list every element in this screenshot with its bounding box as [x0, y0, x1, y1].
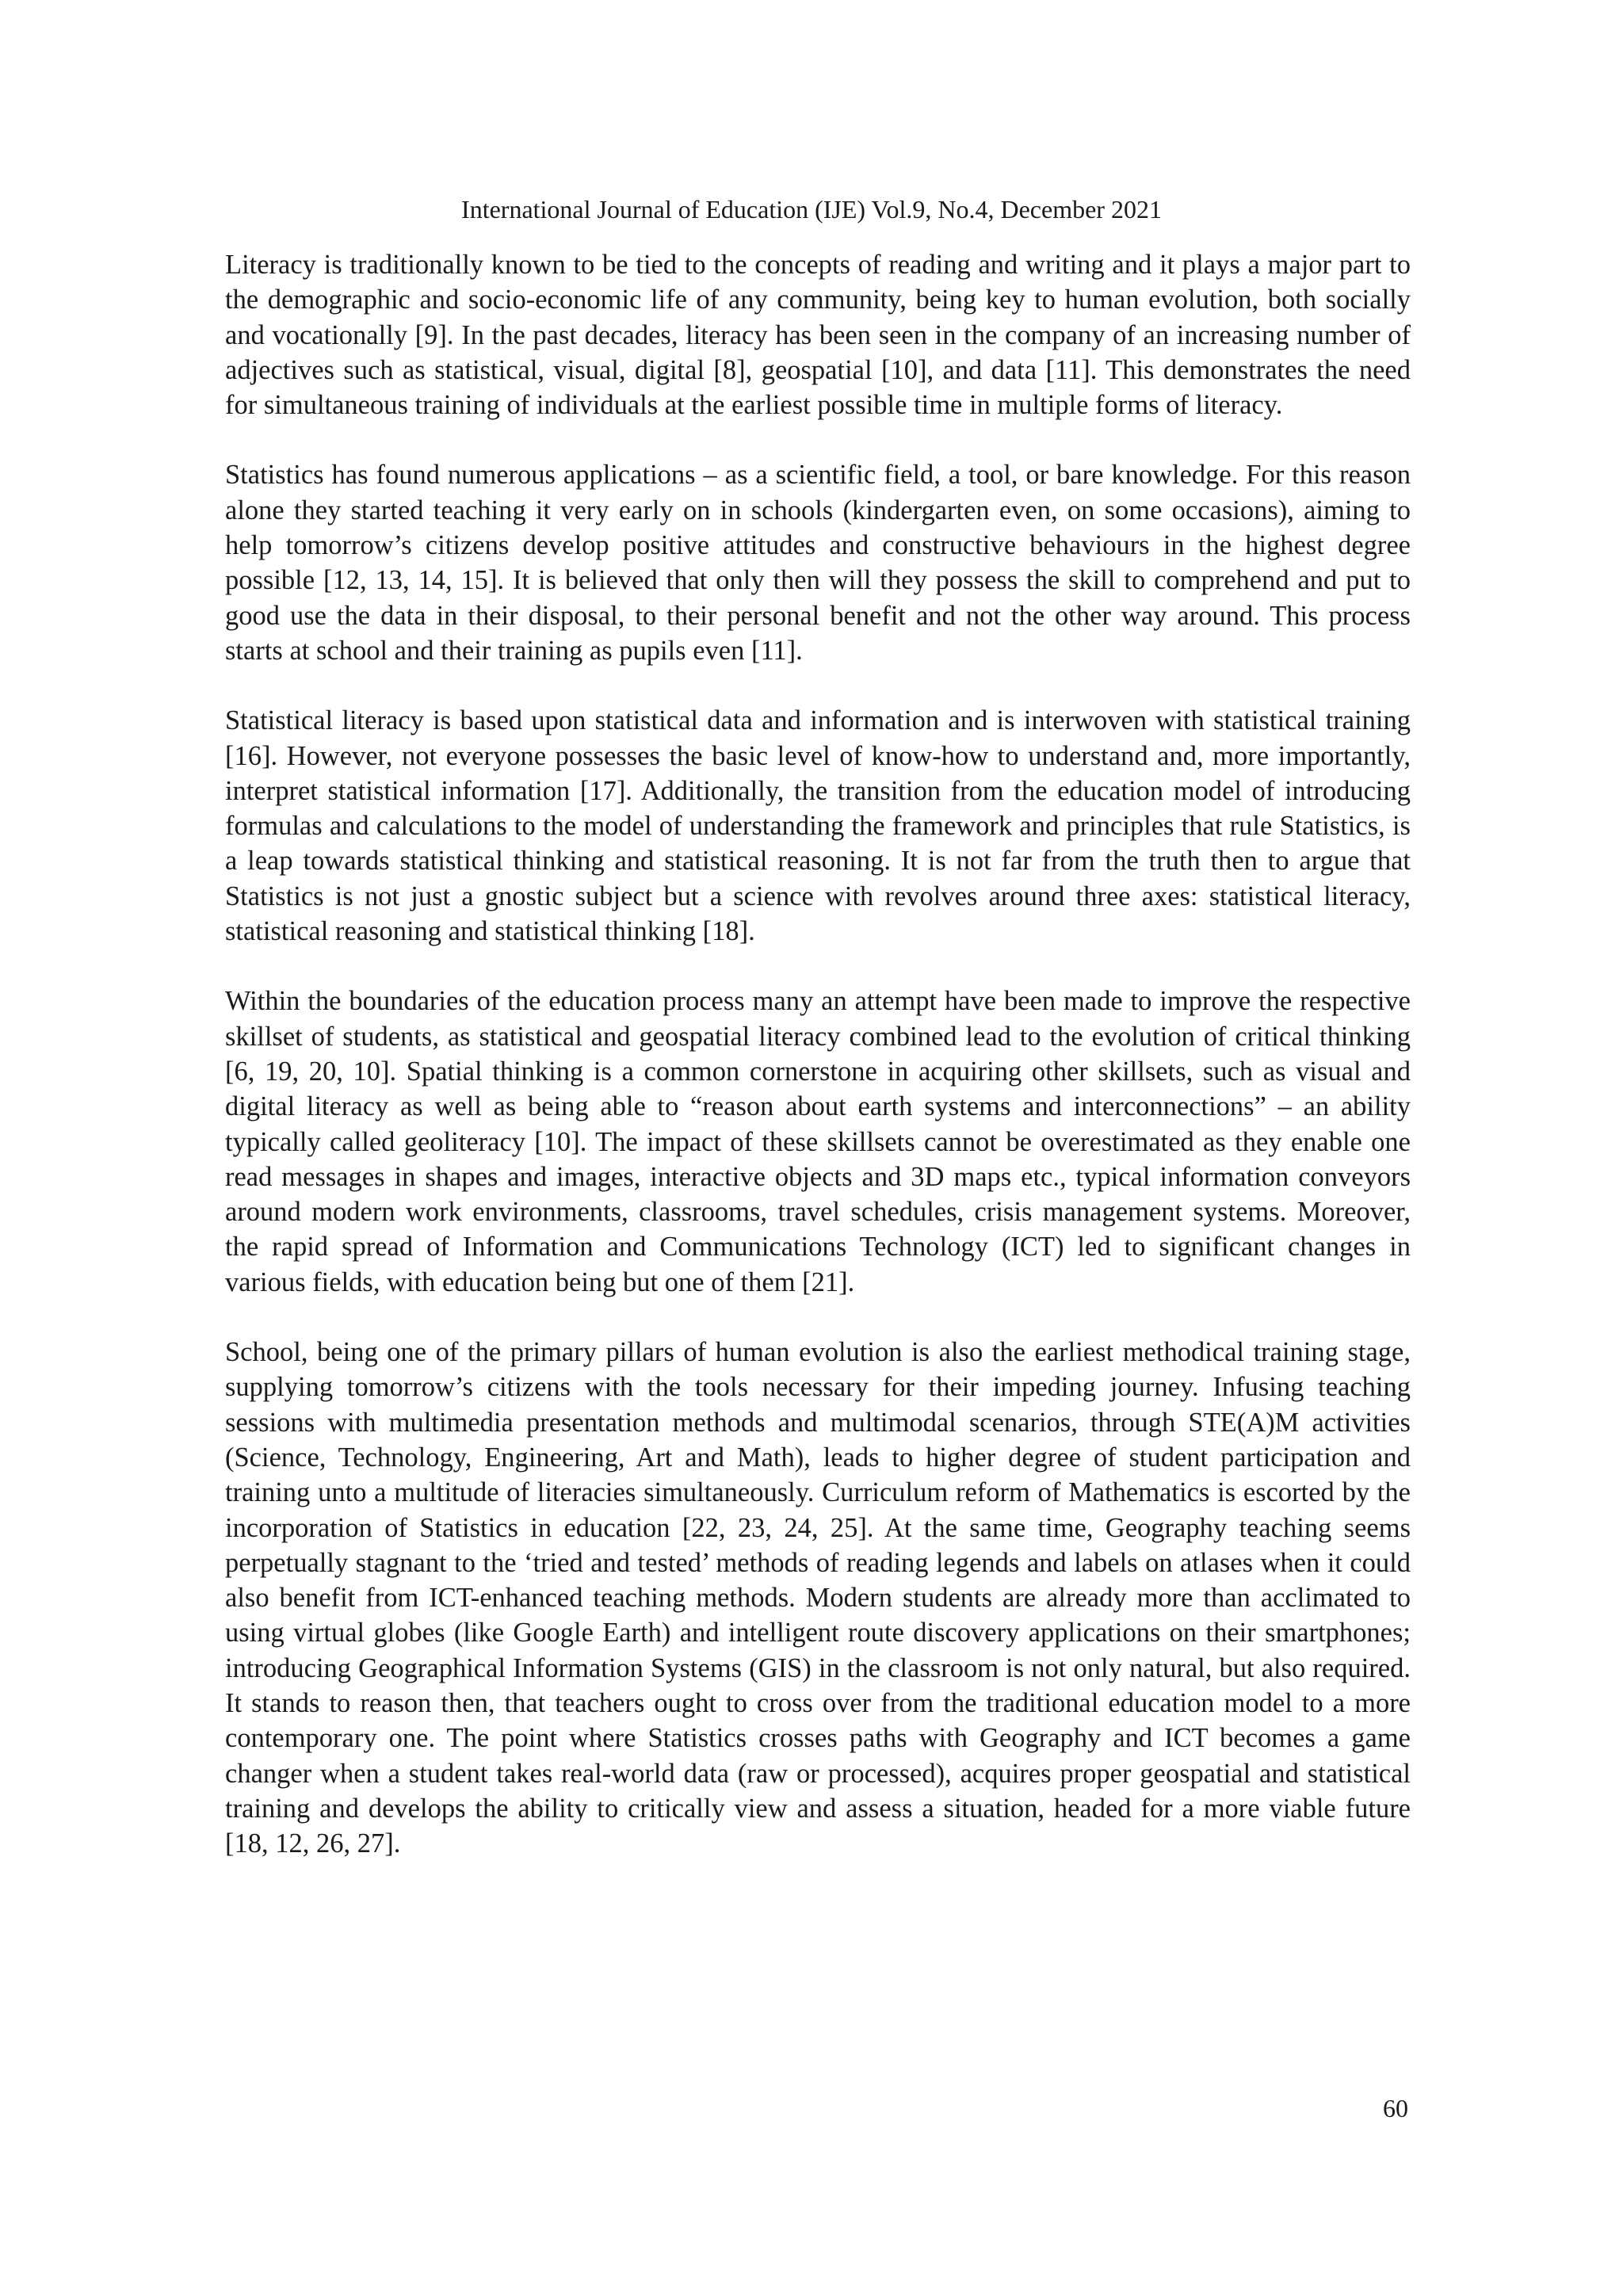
paragraph-literacy: Literacy is traditionally known to be tied to the concepts of reading and writing and it plays a major part to the demographic and socio-economic life of any community, being key to human evolution, both socially and vocationally [9]. In the past decades, literacy has been seen in the company of an increasing number of adjectives such as statistical, visual, digital [8], geospatial [10], and data [11]. This demonstrates the need for simultaneous training of individuals at the earliest possible time in multiple forms of literacy. [225, 250, 1411, 421]
paragraph-statistical-literacy: Statistical literacy is based upon statistical data and information and is interwoven with statistical training [16]. However, not everyone possesses the basic level of know-how to understand and, more importantly, interpret statistical information [17]. Additionally, the transition from the education model of introducing formulas and calculations to the model of understanding the framework and principles that rule Statistics, is a leap towards statistical thinking and statistical reasoning. It is not far from the truth then to argue that Statistics is not just a gnostic subject but a science with revolves around three axes: statistical literacy, statistical reasoning and statistical thinking [18]. [225, 705, 1411, 947]
paragraph-education-process: Within the boundaries of the education process many an attempt have been made to improve the respective skillset of students, as statistical and geospatial literacy combined lead to the evolution of critical thinking [6, 19, 20, 10]. Spatial thinking is a common cornerstone in acquiring other skillsets, such as visual and digital literacy as well as being able to “reason about earth systems and interconnections” – an ability typically called geoliteracy [10]. The impact of these skillsets cannot be overestimated as they enable one read messages in shapes and images, interactive objects and 3D maps etc., typical information conveyors around modern work environments, classrooms, travel schedules, crisis management systems. Moreover, the rapid spread of Information and Communications Technology (ICT) led to significant changes in various fields, with education being but one of them [21]. [225, 986, 1411, 1297]
page-number: 60 [1383, 2094, 1408, 2122]
running-header: International Journal of Education (IJE) Vol.9, No.4, December 2021 [461, 195, 1162, 223]
paragraph-statistics-applications: Statistics has found numerous applications – as a scientific field, a tool, or bare knowledge. For this reason alone they started teaching it very early on in schools (kindergarten even, on some occasions), aiming to help tomorrow’s citizens develop positive attitudes and constructive behaviours in the highest degree possible [12, 13, 14, 15]. It is believed that only then will they possess the skill to comprehend and put to good use the data in their disposal, to their personal benefit and not the other way around. This process starts at school and their training as pupils even [11]. [225, 460, 1411, 666]
body-text [225, 247, 1411, 1896]
paragraph-school: School, being one of the primary pillars of human evolution is also the earliest methodical training stage, supplying tomorrow’s citizens with the tools necessary for their impeding journey. Infusing teaching sessions with multimedia presentation methods and multimodal scenarios, through STE(A)M activities (Science, Technology, Engineering, Art and Math), leads to higher degree of student participation and training unto a multitude of literacies simultaneously. Curriculum reform of Mathematics is escorted by the incorporation of Statistics in education [22, 23, 24, 25]. At the same time, Geography teaching seems perpetually stagnant to the ‘tried and tested’ methods of reading legends and labels on atlases when it could also benefit from ICT-enhanced teaching methods. Modern students are already more than acclimated to using virtual globes (like Google Earth) and intelligent route discovery applications on their smartphones; introducing Geographical Information Systems (GIS) in the classroom is not only natural, but also required. It stands to reason then, that teachers ought to cross over from the traditional education model to a more contemporary one. The point where Statistics crosses paths with Geography and ICT becomes a game changer when a student takes real-world data (raw or processed), acquires proper geospatial and statistical training and develops the ability to critically view and assess a situation, headed for a more viable future [18, 12, 26, 27]. [225, 1337, 1411, 1859]
